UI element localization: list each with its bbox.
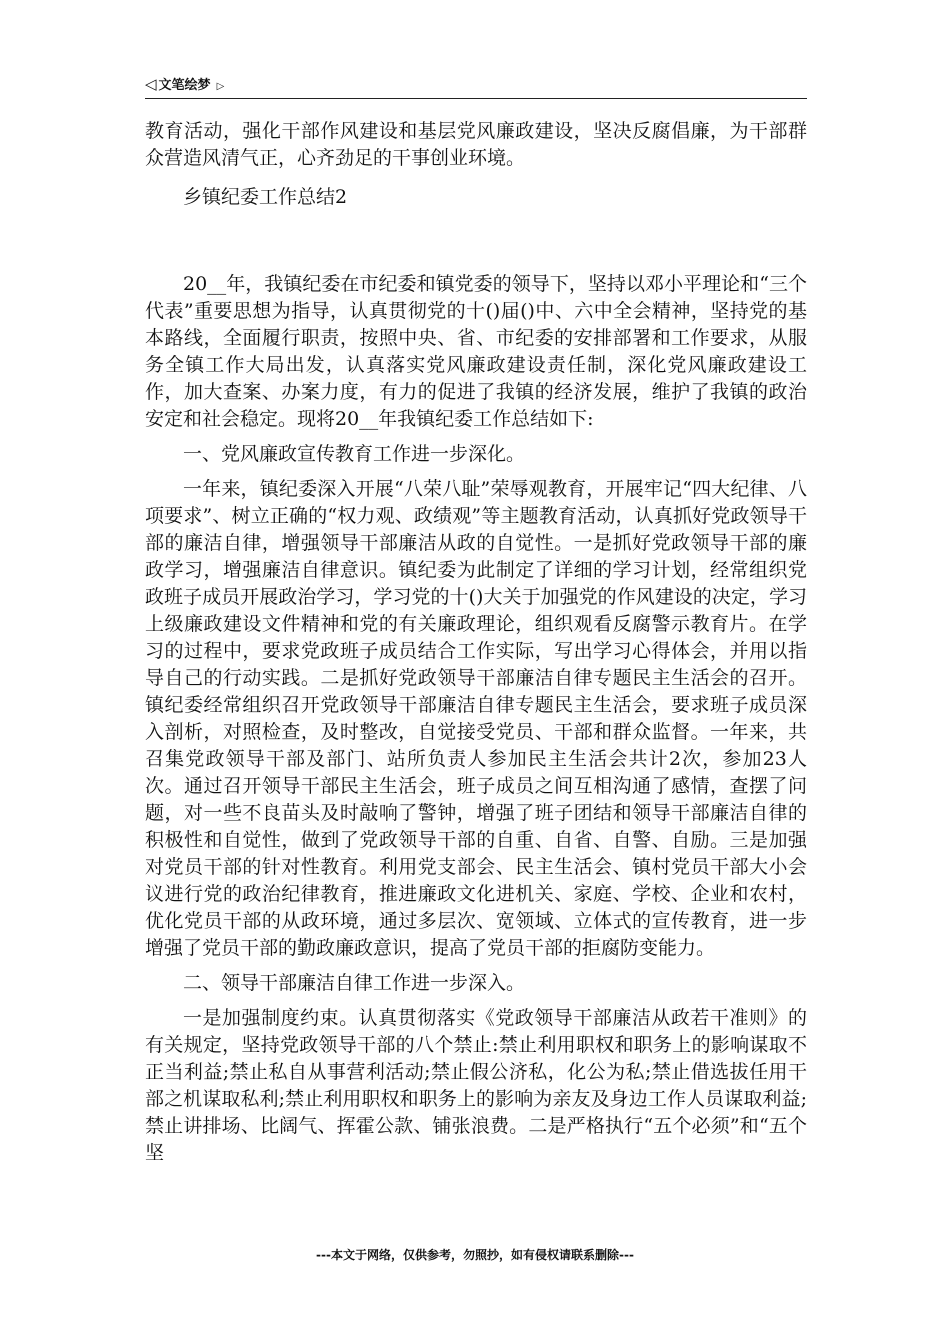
paragraph-intro: 20__年，我镇纪委在市纪委和镇党委的领导下，坚持以邓小平理论和“三个代表”重要思想为指导，认真贯彻党的十()届()中、六中全会精神，坚持党的基本路线，全面履行职责，按照中央、省、市纪委的安排部署和工作要求，从服务全镇工作大局出发，认真落实党风廉政建设责任制，深化党风廉政建设工作，加大查案、办案力度，有力的促进了我镇的经济发展，维护了我镇的政治安定和社会稳定。现将20__年我镇纪委工作总结如下: (145, 273, 807, 430)
page-header (145, 74, 807, 99)
paragraph-section-1: 一年来，镇纪委深入开展“八荣八耻”荣辱观教育，开展牢记“四大纪律、八项要求”、树立正确的“权力观、政绩观”等主题教育活动，认真抓好党政领导干部的廉洁自律，增强领导干部廉洁从政的自觉性。一是抓好党政领导干部的廉政学习，增强廉洁自律意识。镇纪委为此制定了详细的学习计划，经常组织党政班子成员开展政治学习，学习党的十()大关于加强党的作风建设的决定，学习上级廉政建设文件精神和党的有关廉政理论，组织观看反腐警示教育片。在学习的过程中，要求党政班子成员结合工作实际，写出学习心得体会，并用以指导自己的行动实践。二是抓好党政领导干部廉洁自律专题民主生活会的召开。镇纪委经常组织召开党政领导干部廉洁自律专题民主生活会，要求班子成员深入剖析，对照检查，及时整改，自觉接受党员、干部和群众监督。一年来，共召集党政领导干部及部门、站所负责人参加民主生活会共计2次，参加23人次。通过召开领导干部民主生活会，班子成员之间互相沟通了感情，查摆了问题，对一些不良苗头及时敲响了警钟，增强了班子团结和领导干部廉洁自律的积极性和自觉性，做到了党政领导干部的自重、自省、自警、自励。三是加强对党员干部的针对性教育。利用党支部会、民主生活会、镇村党员干部大小会议进行党的政治纪律教育，推进廉政文化进机关、家庭、学校、企业和农村，优化党员干部的从政环境，通过多层次、宽领域、立体式的宣传教育，进一步增强了党员干部的勤政廉政意识，提高了党员干部的拒腐防变能力。 (145, 478, 807, 959)
paragraph-section-2: 一是加强制度约束。认真贯彻落实《党政领导干部廉洁从政若干准则》的有关规定，坚持党政领导干部的八个禁止:禁止利用职权和职务上的影响谋取不正当利益;禁止私自从事营利活动;禁止假公济私，化公为私;禁止借选拔任用干部之机谋取私利;禁止利用职权和职务上的影响为亲友及身边工作人员谋取利益;禁止讲排场、比阔气、挥霍公款、铺张浪费。二是严格执行“五个必须”和“五个坚 (145, 1007, 807, 1164)
brand-name: 文笔绘梦 (158, 78, 211, 93)
paragraph-continued: 教育活动，强化干部作风建设和基层党风廉政建设，坚决反腐倡廉，为干部群众营造风清气正，心齐劲足的干事创业环境。 (145, 120, 807, 169)
section-heading-2: 二、领导干部廉洁自律工作进一步深入。 (183, 972, 526, 994)
footer-disclaimer: ---本文于网络，仅供参考，勿照抄，如有侵权请联系删除--- (316, 1248, 634, 1262)
section-heading-1: 一、党风廉政宣传教育工作进一步深化。 (183, 443, 526, 465)
triangle-right-icon: ▷ (216, 81, 225, 92)
document-body (145, 118, 807, 1167)
triangle-left-icon: ◁ (145, 75, 157, 93)
document-title: 乡镇纪委工作总结2 (183, 186, 348, 208)
